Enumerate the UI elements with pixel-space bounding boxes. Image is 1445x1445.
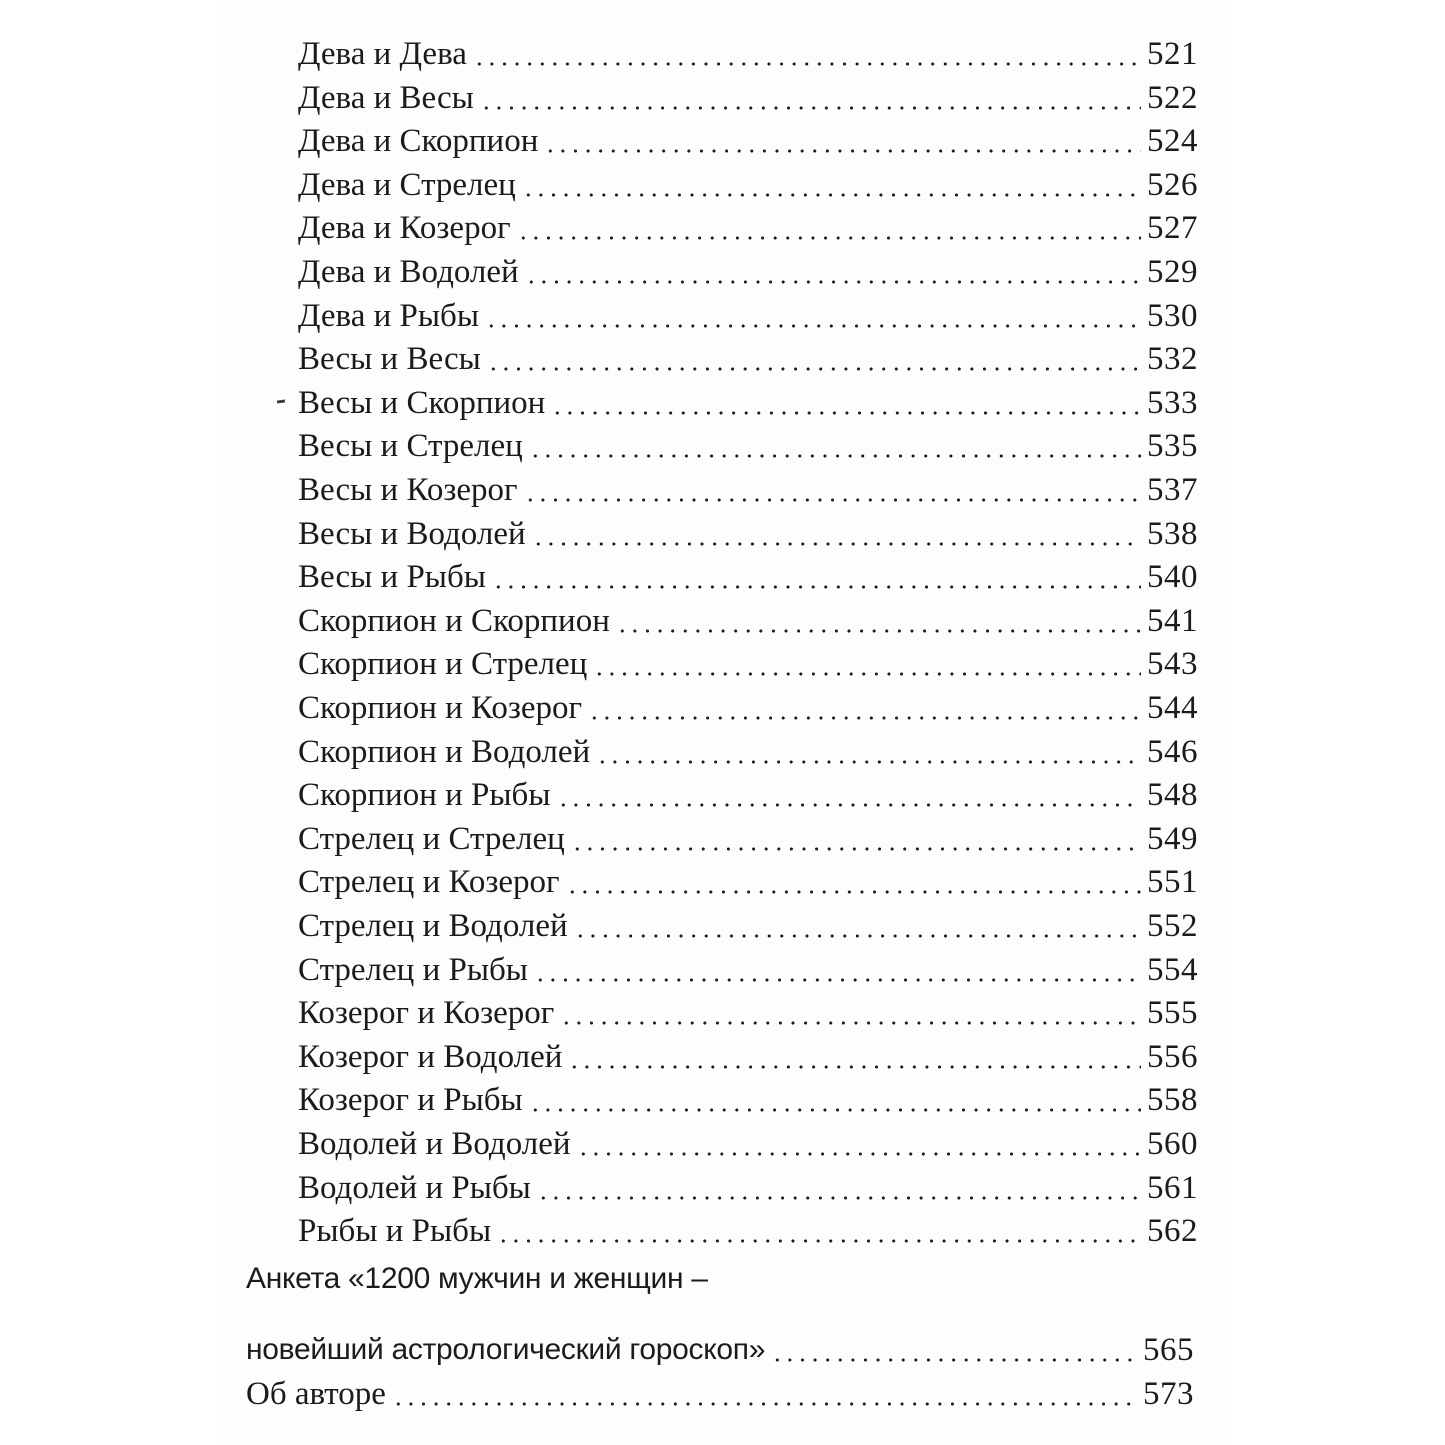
dot-leader [571,847,1141,851]
toc-entry-title: Скорпион и Скорпион [298,602,610,639]
dot-leader [485,324,1141,328]
toc-entry-page: 552 [1147,908,1198,944]
toc-entry[interactable] [298,989,1198,1033]
toc-entry[interactable] [298,858,1198,902]
toc-entry-title: Весы и Козерог [298,472,518,508]
toc-entry-page: 529 [1147,254,1198,290]
toc-entry-page: 522 [1147,79,1198,116]
toc-entry-page: 554 [1147,951,1198,988]
toc-entry-title: Весы и Водолей [298,515,526,552]
toc-entry-title: Рыбы и Рыбы [298,1213,492,1250]
toc-entry[interactable] [298,771,1198,815]
toc-entry-page: 543 [1147,646,1198,683]
dot-leader [522,193,1141,197]
dot-leader [566,890,1141,894]
toc-entry[interactable] [298,1076,1198,1120]
toc-entry[interactable] [298,946,1198,990]
dot-leader [560,1021,1141,1025]
toc-entry-title: Весы и Рыбы [298,559,486,596]
toc-entry-page: 521 [1147,36,1198,72]
toc-entry-page: 535 [1147,428,1198,465]
toc-entry[interactable] [298,422,1198,466]
toc-entry-title: Весы и Стрелец [298,428,523,465]
dot-leader [480,106,1141,110]
toc-entry-page: 533 [1147,384,1198,421]
toc-entry-title: Весы и Скорпион [298,384,546,421]
dot-leader [529,454,1141,458]
toc-entry-title: Стрелец и Водолей [298,908,568,944]
toc-entry-title: Стрелец и Рыбы [298,951,528,988]
toc-entry[interactable] [298,1120,1198,1164]
toc-entry[interactable] [298,640,1198,684]
toc-entry[interactable] [298,597,1198,641]
toc-entry-title: новейший астрологический гороскоп» [246,1333,766,1366]
toc-entry-page: 551 [1147,864,1198,901]
dot-leader [771,1358,1137,1362]
dot-leader [537,1196,1141,1200]
dot-leader [544,149,1141,153]
toc-entry-page: 561 [1147,1169,1198,1206]
toc-entry[interactable] [298,902,1198,946]
toc-entry-survey-line1 [246,1255,1194,1299]
dot-leader [492,585,1141,589]
dot-leader [588,716,1141,720]
dot-leader [517,236,1141,240]
toc-entry[interactable] [298,684,1198,728]
toc-entry-title: Козерог и Козерог [298,995,555,1032]
toc-entry-title: Стрелец и Козерог [298,864,560,901]
toc-entry[interactable] [298,466,1198,510]
toc-entry-page: 537 [1147,472,1198,508]
toc-entry-page: 541 [1147,602,1198,639]
toc-entry-page: 527 [1147,210,1198,247]
toc-entry[interactable] [298,1033,1198,1077]
toc-entry-title: Скорпион и Рыбы [298,777,551,814]
toc-entry[interactable] [298,161,1198,205]
toc-entry[interactable] [298,379,1198,423]
toc-entry-title: Водолей и Водолей [298,1126,571,1162]
toc-entry-title: Скорпион и Стрелец [298,646,588,683]
dot-leader [525,280,1141,284]
toc-entry[interactable] [298,74,1198,118]
toc-entry-page: 549 [1147,820,1198,857]
toc-entry-title: Скорпион и Водолей [298,733,591,770]
dot-leader [534,978,1141,982]
toc-entry-page: 565 [1143,1332,1194,1368]
toc-entry-title: Об авторе [246,1376,386,1412]
toc-entry[interactable] [298,1164,1198,1208]
toc-entry[interactable] [298,728,1198,772]
toc-entry-survey[interactable] [246,1326,1194,1370]
toc-entry[interactable] [298,204,1198,248]
toc-entry-page: 546 [1147,733,1198,770]
toc-entry-title: Дева и Козерог [298,210,511,247]
dot-leader [574,934,1141,938]
toc-entry[interactable] [298,553,1198,597]
toc-entry-page: 532 [1147,341,1198,378]
dot-leader [557,803,1142,807]
toc-entry-page: 560 [1147,1126,1198,1162]
toc-entry-page: 556 [1147,1038,1198,1075]
dot-leader [577,1152,1141,1156]
dot-leader [392,1402,1137,1406]
toc-entry-title: Козерог и Водолей [298,1038,563,1075]
dot-leader [616,629,1141,633]
toc-entry[interactable] [298,815,1198,859]
toc-entry[interactable] [298,1207,1198,1251]
toc-entry-page: 555 [1147,995,1198,1032]
toc-entry[interactable] [298,248,1198,292]
dot-leader [497,1239,1141,1243]
toc-entry[interactable] [298,335,1198,379]
toc-entry-page: 526 [1147,166,1198,203]
dot-leader [524,498,1141,502]
toc-entry-page: 558 [1147,1082,1198,1119]
toc-entry[interactable] [298,30,1198,74]
toc-entry-page: 530 [1147,297,1198,334]
toc-entry-page: 548 [1147,777,1198,814]
dot-leader [551,411,1141,415]
toc-entry-title: Стрелец и Стрелец [298,820,565,857]
toc-entry-title: Анкета «1200 мужчин и женщин – [246,1262,708,1295]
toc-entry-about[interactable] [246,1370,1194,1414]
toc-entry-title: Дева и Стрелец [298,166,516,203]
toc-entry-page: 544 [1147,690,1198,726]
toc-entry-title: Дева и Рыбы [298,297,480,334]
toc-entry-title: Весы и Весы [298,341,481,378]
dot-leader [532,542,1141,546]
dot-leader [529,1108,1141,1112]
dot-leader [473,62,1141,66]
toc-entry-page: 540 [1147,559,1198,596]
toc-entry-page: 538 [1147,515,1198,552]
dot-leader [593,672,1141,676]
toc-entry-title: Водолей и Рыбы [298,1169,531,1206]
toc-entry-page: 562 [1147,1213,1198,1250]
toc-entry-title: Козерог и Рыбы [298,1082,523,1119]
toc-entry-title: Дева и Весы [298,79,474,116]
toc-entry[interactable] [298,292,1198,336]
toc-entry-title: Дева и Водолей [298,254,519,290]
toc-entry-title: Дева и Скорпион [298,123,539,160]
toc-entry[interactable] [298,117,1198,161]
toc-entry-title: Скорпион и Козерог [298,690,583,726]
toc-entry-page: 573 [1143,1376,1194,1412]
toc-entry-page: 524 [1147,123,1198,160]
dot-leader [487,367,1141,371]
toc-entry[interactable] [298,510,1198,554]
toc-entry-title: Дева и Дева [298,36,467,72]
dot-leader [568,1065,1141,1069]
dot-leader [596,760,1141,764]
